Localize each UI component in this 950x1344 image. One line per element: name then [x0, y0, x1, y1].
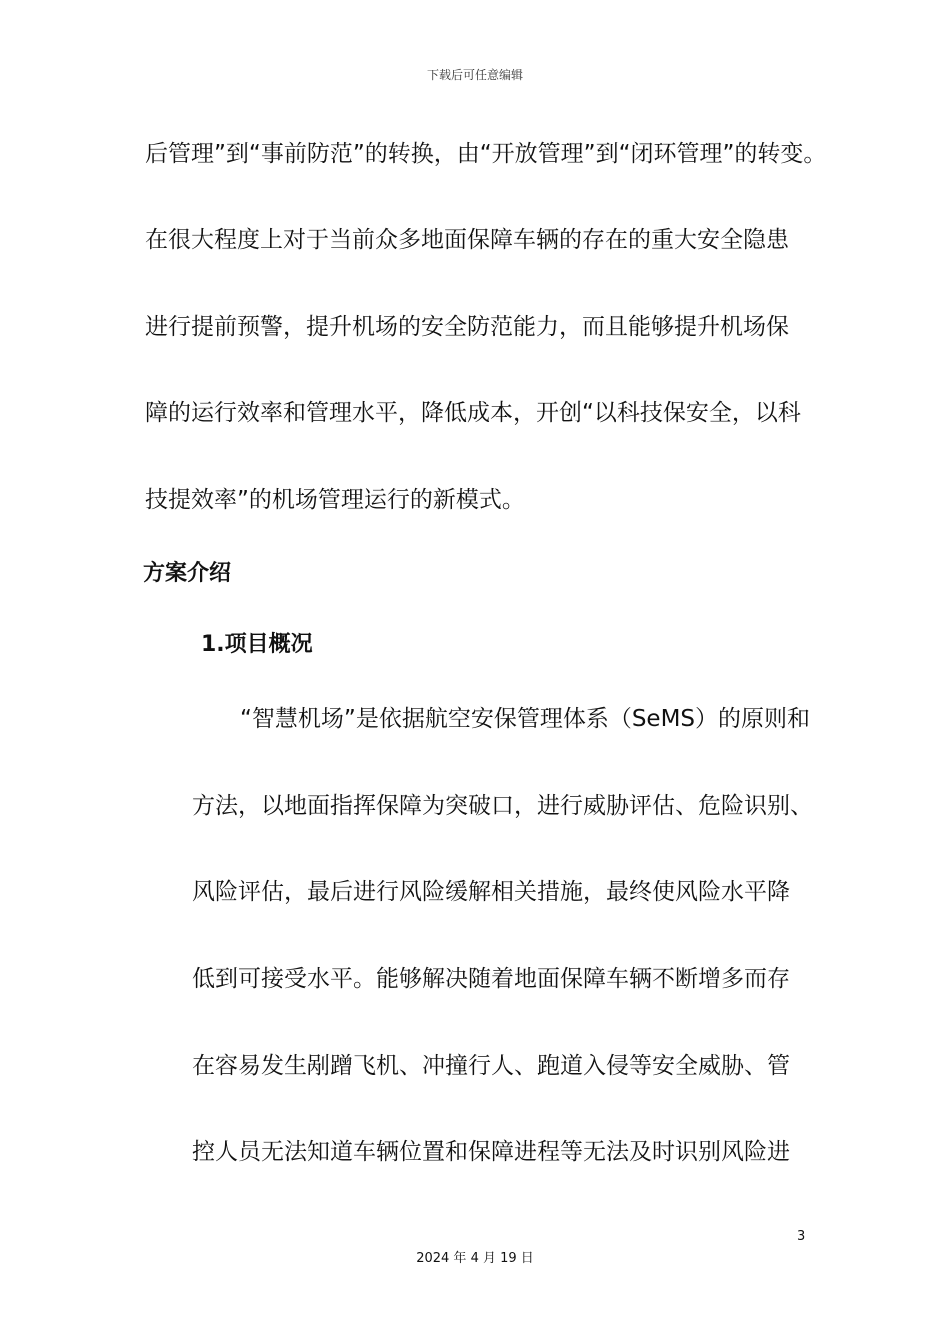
paragraph-1-line-5: 技提效率”的机场管理运行的新模式。: [145, 487, 525, 513]
subsection-heading: 1.项目概况: [201, 632, 313, 657]
section-heading: 方案介绍: [143, 561, 232, 586]
paragraph-2-line-3: 风险评估，最后进行风险缓解相关措施，最终使风险水平降: [192, 879, 790, 905]
paragraph-2-line-2: 方法，以地面指挥保障为突破口，进行威胁评估、危险识别、: [192, 793, 813, 819]
page-header: 下载后可任意编辑: [426, 68, 523, 82]
paragraph-2-line-1: “智慧机场”是依据航空安保管理体系（SeMS）的原则和: [240, 706, 811, 732]
paragraph-1-line-2: 在很大程度上对于当前众多地面保障车辆的存在的重大安全隐患: [145, 227, 789, 253]
paragraph-2-line-4: 低到可接受水平。能够解决随着地面保障车辆不断增多而存: [192, 966, 790, 992]
paragraph-1-line-3: 进行提前预警，提升机场的安全防范能力，而且能够提升机场保: [145, 314, 789, 340]
paragraph-1-line-1: 后管理”到“事前防范”的转换，由“开放管理”到“闭环管理”的转变。: [145, 141, 827, 167]
paragraph-2-line-6: 控人员无法知道车辆位置和保障进程等无法及时识别风险进: [192, 1139, 790, 1165]
paragraph-1-line-4: 障的运行效率和管理水平，降低成本，开创“以科技保安全，以科: [145, 400, 801, 426]
page-number: 3: [797, 1229, 806, 1244]
footer-date: 2024 年 4 月 19 日: [416, 1251, 534, 1266]
paragraph-2-line-5: 在容易发生剐蹭飞机、冲撞行人、跑道入侵等安全威胁、管: [192, 1053, 790, 1079]
